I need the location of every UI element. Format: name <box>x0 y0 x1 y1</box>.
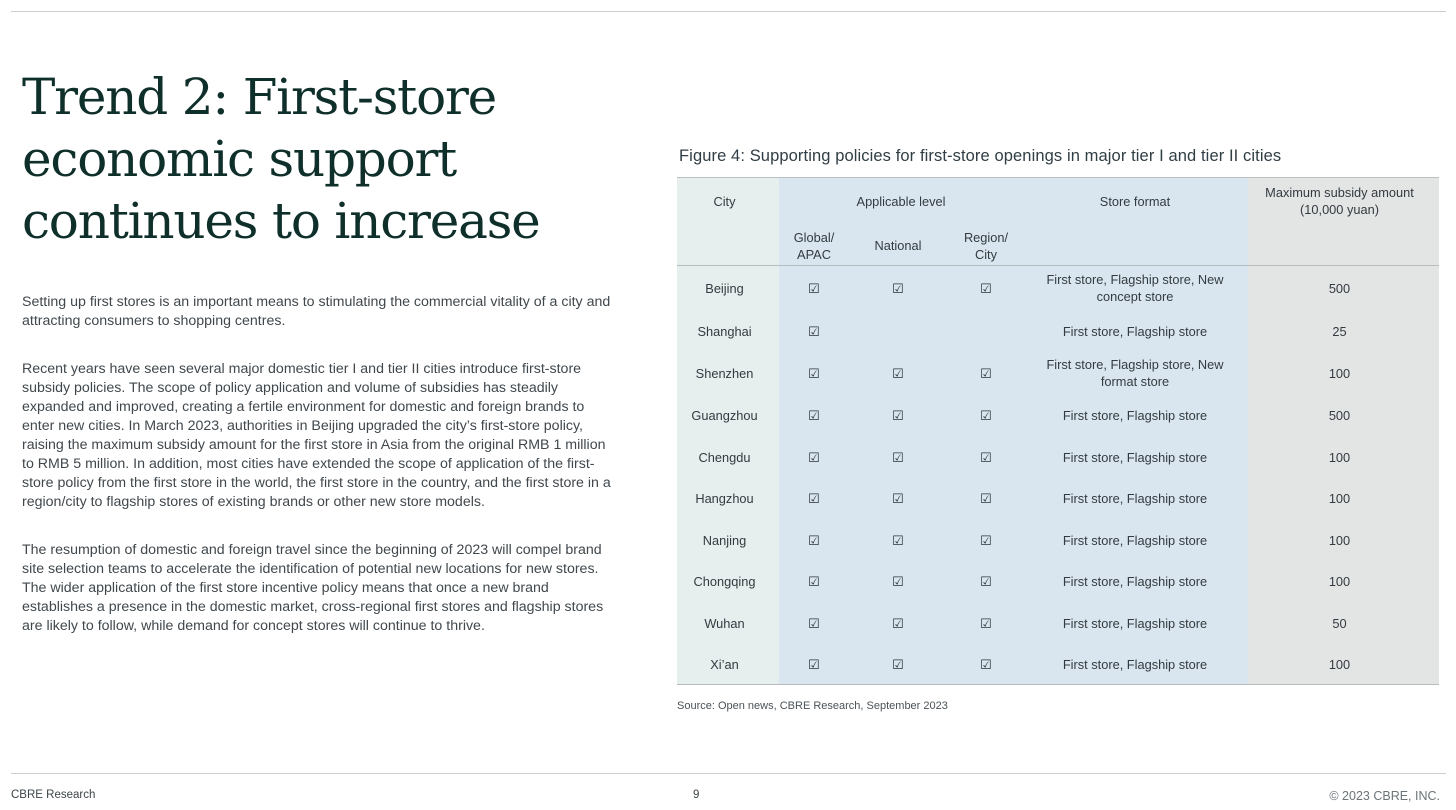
cell-city: Xi’an <box>710 656 739 672</box>
cell-global-check-icon: ☑ <box>808 449 820 465</box>
cell-national-check-icon: ☑ <box>892 573 904 589</box>
cell-city: Chengdu <box>698 449 751 465</box>
cell-global-check-icon: ☑ <box>808 365 820 381</box>
cell-national-check-icon <box>864 310 932 352</box>
cell-global-check-icon: ☑ <box>808 280 820 296</box>
cell-store-format: First store, Flagship store <box>1062 532 1208 548</box>
page-title: Trend 2: First-store economic support continues to increase <box>22 68 540 250</box>
cell-region-check-icon: ☑ <box>980 615 992 631</box>
figure-source: Source: Open news, CBRE Research, September 2023 <box>677 700 948 712</box>
cell-city: Shanghai <box>697 323 752 339</box>
cell-national-check-icon: ☑ <box>892 280 904 296</box>
cell-subsidy: 500 <box>1328 280 1351 296</box>
cell-store-format: First store, Flagship store <box>1062 656 1208 672</box>
cell-national-check-icon: ☑ <box>892 490 904 506</box>
cell-region-check-icon: ☑ <box>980 532 992 548</box>
cell-region-check-icon: ☑ <box>980 656 992 672</box>
cell-subsidy: 100 <box>1328 449 1351 465</box>
cell-global-check-icon: ☑ <box>808 407 820 423</box>
cell-region-check-icon: ☑ <box>980 490 992 506</box>
cell-store-format: First store, Flagship store <box>1062 407 1208 423</box>
figure-title: Figure 4: Supporting policies for first-store openings in major tier I and tier II cities <box>679 147 1282 165</box>
cell-global-check-icon: ☑ <box>808 656 820 672</box>
cell-subsidy: 100 <box>1328 490 1351 506</box>
header-max-subsidy: Maximum subsidy amount (10,000 yuan) <box>1265 185 1414 217</box>
paragraph-intro: Setting up first stores is an important means to stimulating the commercial vitality of a city and attracting consumers to shopping centres. <box>22 294 611 329</box>
cell-global-check-icon: ☑ <box>808 615 820 631</box>
cell-subsidy: 100 <box>1328 656 1351 672</box>
cell-national-check-icon: ☑ <box>892 365 904 381</box>
header-national: National <box>874 237 922 253</box>
cell-global-check-icon: ☑ <box>808 490 820 506</box>
cell-city: Shenzhen <box>695 365 754 381</box>
cell-city: Guangzhou <box>691 407 758 423</box>
cell-subsidy: 100 <box>1328 573 1351 589</box>
cell-national-check-icon: ☑ <box>892 449 904 465</box>
cell-national-check-icon: ☑ <box>892 407 904 423</box>
cell-national-check-icon: ☑ <box>892 656 904 672</box>
header-city: City <box>713 193 736 209</box>
table-header-rule <box>677 265 1439 266</box>
cell-city: Nanjing <box>702 532 747 548</box>
cell-subsidy: 50 <box>1332 615 1347 631</box>
cell-national-check-icon: ☑ <box>892 615 904 631</box>
cell-store-format: First store, Flagship store <box>1062 449 1208 465</box>
cell-global-check-icon: ☑ <box>808 323 820 339</box>
cell-store-format: First store, Flagship store <box>1062 323 1208 339</box>
table-top-rule <box>677 177 1439 178</box>
cell-national-check-icon: ☑ <box>892 532 904 548</box>
cell-region-check-icon: ☑ <box>980 449 992 465</box>
cell-store-format: First store, Flagship store <box>1062 490 1208 506</box>
cell-store-format: First store, Flagship store <box>1062 573 1208 589</box>
header-store-format: Store format <box>1099 193 1171 209</box>
footer-label: CBRE Research <box>11 789 96 801</box>
header-region-city: Region/ City <box>963 230 1009 262</box>
header-global-apac: Global/ APAC <box>793 230 835 262</box>
page-number: 9 <box>693 789 700 801</box>
cell-subsidy: 100 <box>1328 532 1351 548</box>
cell-subsidy: 25 <box>1332 323 1347 339</box>
cell-store-format: First store, Flagship store, New format store <box>1046 357 1224 389</box>
cell-city: Beijing <box>705 280 744 296</box>
cell-subsidy: 500 <box>1328 407 1351 423</box>
cell-subsidy: 100 <box>1328 365 1351 381</box>
cell-region-check-icon: ☑ <box>980 407 992 423</box>
paragraph-outlook: The resumption of domestic and foreign travel since the beginning of 2023 will compel brand site selection teams to accelerate the identification of potential new locations for new stores. The wider application of the first store incentive policy means that once a new brand establishes a presence in the domestic market, cross-regional first stores and flagship stores are likely to follow, while demand for concept stores will continue to thrive. <box>22 542 604 634</box>
top-divider <box>11 11 1446 12</box>
bottom-divider <box>11 773 1446 774</box>
header-applicable-level: Applicable level <box>856 193 946 209</box>
cell-global-check-icon: ☑ <box>808 573 820 589</box>
cell-city: Hangzhou <box>695 490 754 506</box>
copyright: © 2023 CBRE, INC. <box>1329 789 1440 803</box>
cell-region-check-icon: ☑ <box>980 280 992 296</box>
cell-region-check-icon: ☑ <box>980 365 992 381</box>
paragraph-policies: Recent years have seen several major domestic tier I and tier II cities introduce first-store subsidy policies. The scope of policy application and volume of subsidies has steadily expanded and improved, creating a fertile environment for domestic and foreign brands to enter new cities. In March 2023, authorities in Beijing upgraded the city’s first-store policy, raising the maximum subsidy amount for the first store in Asia from the original RMB 1 million to RMB 5 million. In addition, most cities have extended the scope of application of the first-store policy from the first store in the world, the first store in the country, and the first store in a region/city to flagship stores of existing brands or other new store models. <box>22 361 611 510</box>
cell-city: Wuhan <box>704 615 745 631</box>
policy-table <box>677 177 1439 685</box>
cell-region-check-icon: ☑ <box>980 573 992 589</box>
cell-global-check-icon: ☑ <box>808 532 820 548</box>
cell-city: Chongqing <box>693 573 756 589</box>
cell-region-check-icon <box>953 310 1019 352</box>
cell-store-format: First store, Flagship store, New concept store <box>1046 272 1224 304</box>
cell-store-format: First store, Flagship store <box>1062 615 1208 631</box>
